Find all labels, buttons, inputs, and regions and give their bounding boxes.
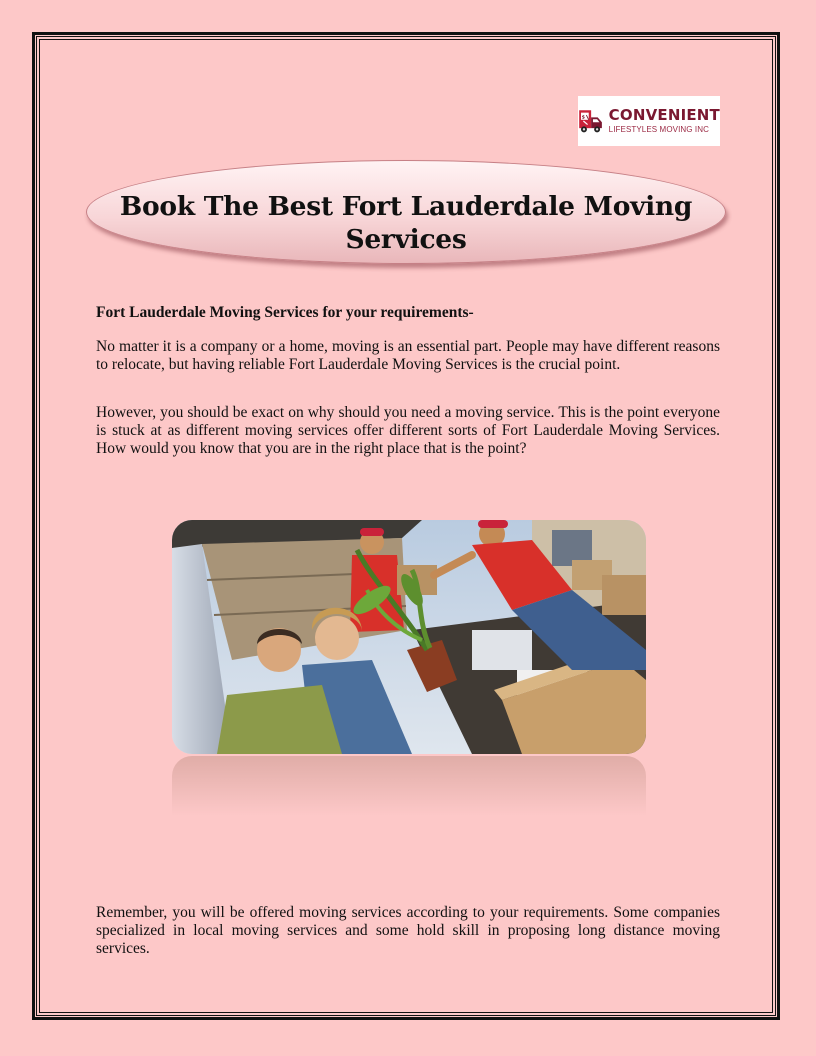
page-title: Book The Best Fort Lauderdale Moving Services [119,191,693,255]
section-heading: Fort Lauderdale Moving Services for your requirements- [96,304,474,321]
paragraph-3: Remember, you will be offered moving services according to your requirements. Some companies specialized in local moving services and some hold skill in proposing long distance moving services. [96,904,720,957]
logo-text [609,108,720,134]
title-banner [86,160,726,266]
moving-truck-icon [578,97,607,145]
paragraph-2: However, you should be exact on why should you need a moving service. This is the point everyone is stuck at as different moving services offer different sorts of Fort Lauderdale Moving Services. How would you know that you are in the right place that is the point? [96,404,720,457]
logo-line-1: CONVENIENT [608,106,720,124]
moving-photo [172,520,646,754]
logo-line-2: LIFESTYLES MOVING INC [608,125,709,134]
svg-text:$: $ [581,115,585,121]
photo-reflection [172,756,646,816]
paragraph-1: No matter it is a company or a home, moving is an essential part. People may have different reasons to relocate, but having reliable Fort Lauderdale Moving Services is the crucial point. [96,338,720,373]
company-logo [578,96,720,146]
movers-illustration [172,520,646,754]
